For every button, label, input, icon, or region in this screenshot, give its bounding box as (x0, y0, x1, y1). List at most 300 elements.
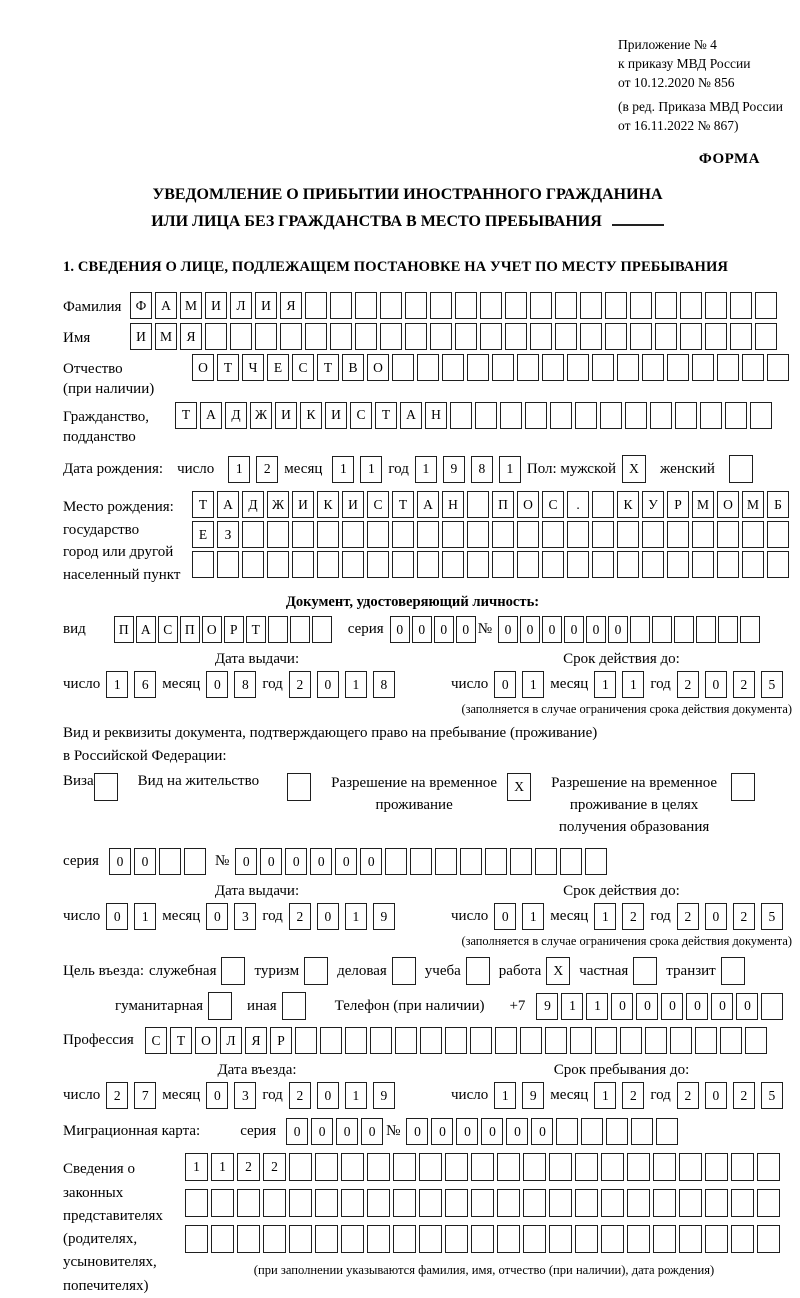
char-cell[interactable] (560, 848, 582, 875)
char-cell[interactable]: 2 (106, 1082, 128, 1109)
char-cell[interactable]: 0 (456, 1118, 478, 1145)
char-cell[interactable] (289, 1153, 312, 1181)
char-cell[interactable] (419, 1225, 442, 1253)
char-cell[interactable]: 8 (471, 456, 493, 483)
char-cell[interactable] (417, 551, 439, 578)
char-cell[interactable] (237, 1189, 260, 1217)
char-cell[interactable] (370, 1027, 392, 1054)
char-cell[interactable]: Я (245, 1027, 267, 1054)
char-cell[interactable] (523, 1189, 546, 1217)
char-cell[interactable]: 1 (134, 903, 156, 930)
char-cell[interactable]: И (325, 402, 347, 429)
char-cell[interactable] (263, 1189, 286, 1217)
char-cell[interactable] (674, 616, 694, 643)
char-cell[interactable] (742, 551, 764, 578)
char-cell[interactable]: 0 (390, 616, 410, 643)
char-cell[interactable]: А (136, 616, 156, 643)
char-cell[interactable] (419, 1153, 442, 1181)
char-cell[interactable]: 0 (310, 848, 332, 875)
char-cell[interactable] (545, 1027, 567, 1054)
char-cell[interactable] (600, 402, 622, 429)
char-cell[interactable] (292, 551, 314, 578)
char-cell[interactable]: 0 (564, 616, 584, 643)
char-cell[interactable]: М (692, 491, 714, 518)
char-cell[interactable] (497, 1153, 520, 1181)
char-cell[interactable] (642, 521, 664, 548)
char-cell[interactable]: 0 (335, 848, 357, 875)
char-cell[interactable]: И (275, 402, 297, 429)
char-cell[interactable] (467, 354, 489, 381)
char-cell[interactable]: 0 (109, 848, 131, 875)
char-cell[interactable]: 0 (498, 616, 518, 643)
char-cell[interactable]: 3 (234, 903, 256, 930)
char-cell[interactable]: 2 (289, 671, 311, 698)
char-cell[interactable] (510, 848, 532, 875)
char-cell[interactable]: 8 (373, 671, 395, 698)
char-cell[interactable]: 9 (373, 903, 395, 930)
char-cell[interactable] (287, 773, 311, 801)
char-cell[interactable] (750, 402, 772, 429)
char-cell[interactable] (592, 491, 614, 518)
char-cell[interactable] (675, 402, 697, 429)
char-cell[interactable]: Д (225, 402, 247, 429)
char-cell[interactable]: 0 (206, 671, 228, 698)
char-cell[interactable]: 0 (206, 903, 228, 930)
char-cell[interactable] (655, 292, 677, 319)
char-cell[interactable] (380, 323, 402, 350)
char-cell[interactable]: 0 (506, 1118, 528, 1145)
char-cell[interactable]: Р (224, 616, 244, 643)
char-cell[interactable] (237, 1225, 260, 1253)
char-cell[interactable] (601, 1153, 624, 1181)
char-cell[interactable]: 0 (412, 616, 432, 643)
char-cell[interactable] (267, 521, 289, 548)
char-cell[interactable] (567, 551, 589, 578)
char-cell[interactable] (605, 292, 627, 319)
char-cell[interactable]: 1 (360, 456, 382, 483)
char-cell[interactable] (492, 354, 514, 381)
char-cell[interactable]: X (622, 455, 646, 483)
char-cell[interactable] (575, 402, 597, 429)
char-cell[interactable] (592, 521, 614, 548)
char-cell[interactable]: Б (767, 491, 789, 518)
char-cell[interactable] (492, 551, 514, 578)
char-cell[interactable] (385, 848, 407, 875)
char-cell[interactable] (367, 1153, 390, 1181)
char-cell[interactable] (550, 402, 572, 429)
char-cell[interactable] (292, 521, 314, 548)
char-cell[interactable]: А (200, 402, 222, 429)
char-cell[interactable] (767, 551, 789, 578)
char-cell[interactable] (692, 521, 714, 548)
char-cell[interactable] (355, 323, 377, 350)
char-cell[interactable] (700, 402, 722, 429)
char-cell[interactable] (549, 1153, 572, 1181)
char-cell[interactable] (460, 848, 482, 875)
char-cell[interactable] (755, 292, 777, 319)
char-cell[interactable]: 2 (622, 1082, 644, 1109)
char-cell[interactable] (542, 521, 564, 548)
char-cell[interactable] (445, 1027, 467, 1054)
char-cell[interactable]: С (542, 491, 564, 518)
char-cell[interactable] (705, 1189, 728, 1217)
char-cell[interactable] (530, 292, 552, 319)
char-cell[interactable] (230, 323, 252, 350)
char-cell[interactable] (601, 1225, 624, 1253)
char-cell[interactable]: 1 (345, 671, 367, 698)
char-cell[interactable] (555, 292, 577, 319)
char-cell[interactable]: 0 (494, 903, 516, 930)
char-cell[interactable]: 1 (211, 1153, 234, 1181)
char-cell[interactable] (705, 1153, 728, 1181)
char-cell[interactable] (721, 957, 745, 985)
char-cell[interactable]: Л (230, 292, 252, 319)
char-cell[interactable] (679, 1189, 702, 1217)
char-cell[interactable] (630, 616, 650, 643)
char-cell[interactable] (570, 1027, 592, 1054)
char-cell[interactable] (315, 1153, 338, 1181)
char-cell[interactable]: С (292, 354, 314, 381)
char-cell[interactable] (730, 292, 752, 319)
char-cell[interactable]: М (180, 292, 202, 319)
char-cell[interactable] (717, 354, 739, 381)
char-cell[interactable]: М (742, 491, 764, 518)
char-cell[interactable] (592, 354, 614, 381)
char-cell[interactable]: 0 (285, 848, 307, 875)
char-cell[interactable]: 0 (286, 1118, 308, 1145)
char-cell[interactable] (395, 1027, 417, 1054)
char-cell[interactable] (627, 1153, 650, 1181)
char-cell[interactable] (289, 1225, 312, 1253)
char-cell[interactable] (653, 1153, 676, 1181)
char-cell[interactable]: 2 (622, 903, 644, 930)
char-cell[interactable] (305, 292, 327, 319)
char-cell[interactable] (342, 551, 364, 578)
char-cell[interactable] (367, 521, 389, 548)
char-cell[interactable]: 1 (332, 456, 354, 483)
char-cell[interactable] (549, 1189, 572, 1217)
char-cell[interactable] (445, 1189, 468, 1217)
char-cell[interactable] (617, 521, 639, 548)
char-cell[interactable]: К (317, 491, 339, 518)
char-cell[interactable]: 0 (736, 993, 758, 1020)
char-cell[interactable] (630, 292, 652, 319)
char-cell[interactable] (595, 1027, 617, 1054)
char-cell[interactable]: С (158, 616, 178, 643)
char-cell[interactable] (221, 957, 245, 985)
char-cell[interactable]: 0 (661, 993, 683, 1020)
char-cell[interactable] (393, 1189, 416, 1217)
char-cell[interactable] (315, 1189, 338, 1217)
char-cell[interactable] (505, 292, 527, 319)
char-cell[interactable] (601, 1189, 624, 1217)
char-cell[interactable]: Т (317, 354, 339, 381)
char-cell[interactable] (633, 957, 657, 985)
char-cell[interactable]: 9 (522, 1082, 544, 1109)
char-cell[interactable] (720, 1027, 742, 1054)
char-cell[interactable] (631, 1118, 653, 1145)
char-cell[interactable] (627, 1189, 650, 1217)
char-cell[interactable] (466, 957, 490, 985)
char-cell[interactable] (725, 402, 747, 429)
char-cell[interactable]: 1 (561, 993, 583, 1020)
char-cell[interactable]: С (350, 402, 372, 429)
char-cell[interactable] (280, 323, 302, 350)
char-cell[interactable] (653, 1225, 676, 1253)
char-cell[interactable] (317, 551, 339, 578)
char-cell[interactable] (341, 1153, 364, 1181)
char-cell[interactable]: 0 (317, 1082, 339, 1109)
char-cell[interactable] (605, 323, 627, 350)
char-cell[interactable]: П (492, 491, 514, 518)
char-cell[interactable]: 0 (235, 848, 257, 875)
char-cell[interactable] (645, 1027, 667, 1054)
char-cell[interactable] (520, 1027, 542, 1054)
char-cell[interactable] (450, 402, 472, 429)
char-cell[interactable]: 0 (705, 903, 727, 930)
char-cell[interactable] (627, 1225, 650, 1253)
char-cell[interactable] (315, 1225, 338, 1253)
char-cell[interactable] (393, 1153, 416, 1181)
char-cell[interactable] (419, 1189, 442, 1217)
char-cell[interactable] (625, 402, 647, 429)
char-cell[interactable]: 0 (608, 616, 628, 643)
char-cell[interactable]: 2 (289, 1082, 311, 1109)
char-cell[interactable] (705, 1225, 728, 1253)
char-cell[interactable] (667, 551, 689, 578)
char-cell[interactable] (680, 292, 702, 319)
char-cell[interactable]: 0 (686, 993, 708, 1020)
char-cell[interactable]: 2 (237, 1153, 260, 1181)
char-cell[interactable] (392, 551, 414, 578)
char-cell[interactable]: 9 (443, 456, 465, 483)
char-cell[interactable]: 0 (636, 993, 658, 1020)
char-cell[interactable] (312, 616, 332, 643)
char-cell[interactable]: 1 (522, 903, 544, 930)
char-cell[interactable] (211, 1225, 234, 1253)
char-cell[interactable] (742, 521, 764, 548)
char-cell[interactable] (430, 292, 452, 319)
char-cell[interactable]: И (130, 323, 152, 350)
char-cell[interactable] (330, 323, 352, 350)
char-cell[interactable]: 1 (345, 903, 367, 930)
char-cell[interactable] (525, 402, 547, 429)
char-cell[interactable]: Ж (267, 491, 289, 518)
char-cell[interactable] (731, 1225, 754, 1253)
char-cell[interactable]: 1 (594, 1082, 616, 1109)
char-cell[interactable] (742, 354, 764, 381)
char-cell[interactable] (767, 521, 789, 548)
char-cell[interactable] (485, 848, 507, 875)
char-cell[interactable]: 2 (677, 671, 699, 698)
char-cell[interactable]: 2 (677, 1082, 699, 1109)
char-cell[interactable]: О (517, 491, 539, 518)
char-cell[interactable] (549, 1225, 572, 1253)
char-cell[interactable] (717, 521, 739, 548)
char-cell[interactable] (442, 354, 464, 381)
char-cell[interactable]: С (145, 1027, 167, 1054)
char-cell[interactable]: 2 (677, 903, 699, 930)
char-cell[interactable] (305, 323, 327, 350)
char-cell[interactable] (417, 354, 439, 381)
char-cell[interactable] (692, 354, 714, 381)
char-cell[interactable] (282, 992, 306, 1020)
char-cell[interactable] (263, 1225, 286, 1253)
char-cell[interactable]: А (155, 292, 177, 319)
char-cell[interactable] (731, 1189, 754, 1217)
char-cell[interactable]: Я (280, 292, 302, 319)
char-cell[interactable]: И (205, 292, 227, 319)
char-cell[interactable] (517, 521, 539, 548)
char-cell[interactable] (575, 1225, 598, 1253)
char-cell[interactable]: 0 (206, 1082, 228, 1109)
char-cell[interactable]: 1 (228, 456, 250, 483)
char-cell[interactable] (255, 323, 277, 350)
char-cell[interactable] (517, 354, 539, 381)
char-cell[interactable] (392, 957, 416, 985)
char-cell[interactable] (692, 551, 714, 578)
char-cell[interactable] (475, 402, 497, 429)
char-cell[interactable]: 0 (456, 616, 476, 643)
char-cell[interactable] (717, 551, 739, 578)
char-cell[interactable] (467, 521, 489, 548)
char-cell[interactable]: П (114, 616, 134, 643)
char-cell[interactable] (497, 1225, 520, 1253)
char-cell[interactable] (730, 323, 752, 350)
char-cell[interactable] (652, 616, 672, 643)
char-cell[interactable] (304, 957, 328, 985)
char-cell[interactable]: Т (375, 402, 397, 429)
char-cell[interactable]: О (195, 1027, 217, 1054)
char-cell[interactable] (680, 323, 702, 350)
char-cell[interactable] (159, 848, 181, 875)
char-cell[interactable] (495, 1027, 517, 1054)
char-cell[interactable]: 0 (311, 1118, 333, 1145)
char-cell[interactable]: 1 (345, 1082, 367, 1109)
char-cell[interactable] (217, 551, 239, 578)
char-cell[interactable] (767, 354, 789, 381)
char-cell[interactable]: 1 (586, 993, 608, 1020)
char-cell[interactable] (556, 1118, 578, 1145)
char-cell[interactable] (617, 354, 639, 381)
char-cell[interactable] (655, 323, 677, 350)
char-cell[interactable]: 1 (185, 1153, 208, 1181)
char-cell[interactable]: И (342, 491, 364, 518)
char-cell[interactable] (620, 1027, 642, 1054)
char-cell[interactable]: 8 (234, 671, 256, 698)
char-cell[interactable]: 1 (494, 1082, 516, 1109)
char-cell[interactable] (517, 551, 539, 578)
char-cell[interactable]: И (255, 292, 277, 319)
char-cell[interactable]: 0 (542, 616, 562, 643)
char-cell[interactable] (500, 402, 522, 429)
char-cell[interactable]: О (192, 354, 214, 381)
char-cell[interactable] (755, 323, 777, 350)
char-cell[interactable] (492, 521, 514, 548)
char-cell[interactable] (242, 521, 264, 548)
char-cell[interactable]: 0 (611, 993, 633, 1020)
char-cell[interactable]: О (367, 354, 389, 381)
char-cell[interactable]: Н (425, 402, 447, 429)
char-cell[interactable] (580, 323, 602, 350)
char-cell[interactable]: 1 (106, 671, 128, 698)
char-cell[interactable]: 0 (317, 903, 339, 930)
char-cell[interactable] (642, 551, 664, 578)
char-cell[interactable]: X (546, 957, 570, 985)
char-cell[interactable]: И (292, 491, 314, 518)
char-cell[interactable]: 0 (317, 671, 339, 698)
char-cell[interactable]: О (717, 491, 739, 518)
char-cell[interactable] (471, 1153, 494, 1181)
char-cell[interactable] (745, 1027, 767, 1054)
char-cell[interactable] (405, 323, 427, 350)
char-cell[interactable]: 3 (234, 1082, 256, 1109)
char-cell[interactable] (575, 1189, 598, 1217)
char-cell[interactable] (392, 354, 414, 381)
char-cell[interactable] (445, 1153, 468, 1181)
char-cell[interactable]: 0 (106, 903, 128, 930)
char-cell[interactable] (405, 292, 427, 319)
char-cell[interactable]: О (202, 616, 222, 643)
char-cell[interactable]: Н (442, 491, 464, 518)
char-cell[interactable] (430, 323, 452, 350)
char-cell[interactable] (470, 1027, 492, 1054)
char-cell[interactable]: 0 (711, 993, 733, 1020)
char-cell[interactable] (467, 491, 489, 518)
char-cell[interactable] (757, 1153, 780, 1181)
char-cell[interactable]: Е (192, 521, 214, 548)
char-cell[interactable] (392, 521, 414, 548)
char-cell[interactable] (480, 292, 502, 319)
char-cell[interactable] (380, 292, 402, 319)
char-cell[interactable] (192, 551, 214, 578)
char-cell[interactable]: К (300, 402, 322, 429)
char-cell[interactable]: 0 (494, 671, 516, 698)
char-cell[interactable] (420, 1027, 442, 1054)
char-cell[interactable] (471, 1189, 494, 1217)
char-cell[interactable] (523, 1225, 546, 1253)
char-cell[interactable] (455, 323, 477, 350)
char-cell[interactable] (580, 292, 602, 319)
char-cell[interactable]: 1 (622, 671, 644, 698)
char-cell[interactable]: Я (180, 323, 202, 350)
char-cell[interactable]: К (617, 491, 639, 518)
char-cell[interactable] (653, 1189, 676, 1217)
char-cell[interactable] (679, 1225, 702, 1253)
char-cell[interactable] (542, 551, 564, 578)
char-cell[interactable]: 5 (761, 903, 783, 930)
char-cell[interactable]: Д (242, 491, 264, 518)
char-cell[interactable] (184, 848, 206, 875)
char-cell[interactable]: 0 (431, 1118, 453, 1145)
char-cell[interactable]: 0 (336, 1118, 358, 1145)
char-cell[interactable] (205, 323, 227, 350)
char-cell[interactable]: 0 (520, 616, 540, 643)
char-cell[interactable]: 0 (260, 848, 282, 875)
char-cell[interactable] (242, 551, 264, 578)
char-cell[interactable] (567, 354, 589, 381)
char-cell[interactable] (617, 551, 639, 578)
char-cell[interactable]: 9 (536, 993, 558, 1020)
char-cell[interactable] (367, 1225, 390, 1253)
char-cell[interactable] (410, 848, 432, 875)
char-cell[interactable]: З (217, 521, 239, 548)
char-cell[interactable] (267, 551, 289, 578)
char-cell[interactable] (761, 993, 783, 1020)
char-cell[interactable] (523, 1153, 546, 1181)
char-cell[interactable] (185, 1189, 208, 1217)
char-cell[interactable]: 0 (705, 1082, 727, 1109)
